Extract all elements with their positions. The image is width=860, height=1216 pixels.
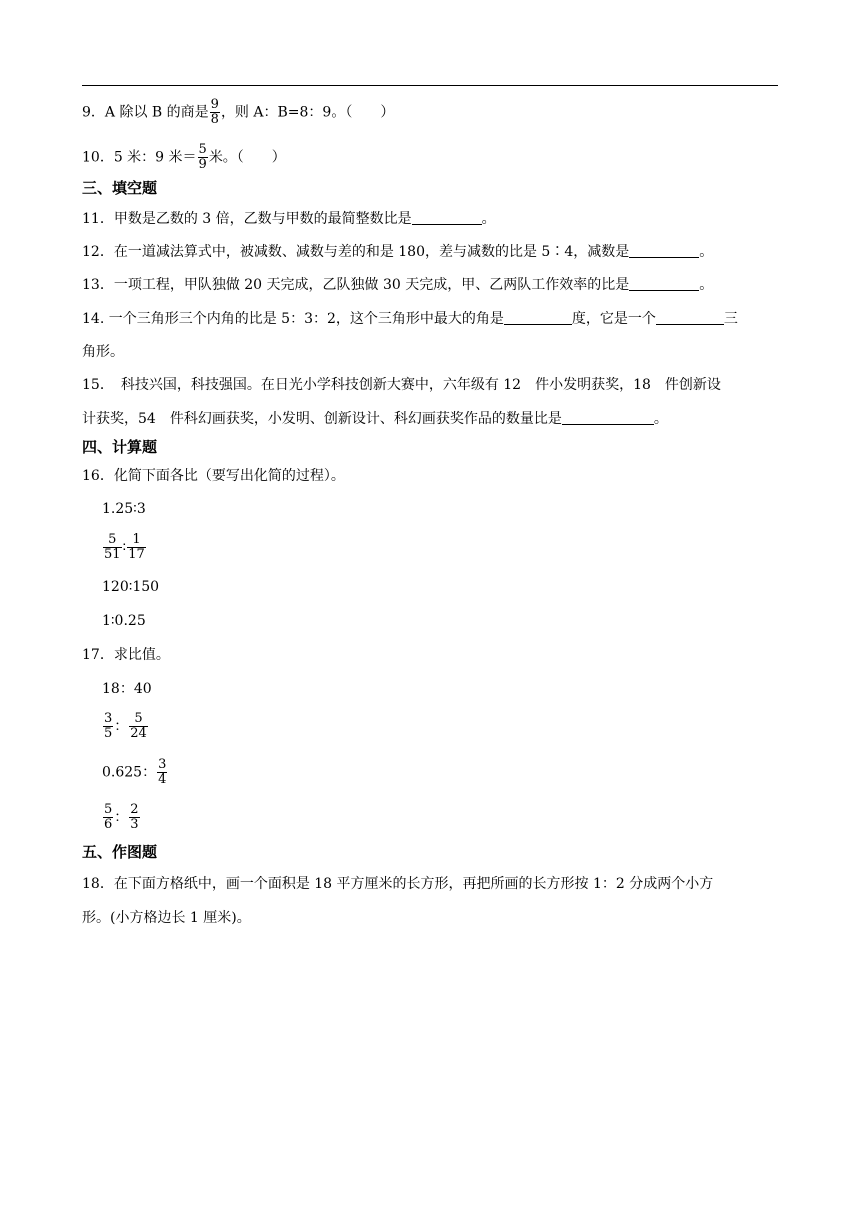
question-10-text: 10．5 米：9 米＝ bbox=[82, 149, 197, 166]
fraction: $\frac{9}{8}$ bbox=[210, 97, 219, 127]
fraction: $\frac{5}{24}$ bbox=[130, 711, 147, 741]
question-11: 11．甲数是乙数的 3 倍，乙数与甲数的最简整数比是 。 bbox=[82, 211, 496, 227]
ratio-item: $\frac{5}{51}$ ∶ $\frac{1}{17}$ bbox=[104, 532, 145, 562]
question-18: 18．在下面方格纸中，画一个面积是 18 平方厘米的长方形，再把所画的长方形按 1：2 分成两个小方 bbox=[82, 876, 714, 892]
answer-blank[interactable] bbox=[656, 310, 724, 325]
section-heading-calculation: 四、计算题 bbox=[82, 438, 158, 456]
answer-blank[interactable] bbox=[629, 243, 699, 258]
fraction: $\frac{5}{51}$ bbox=[104, 532, 121, 562]
answer-blank[interactable] bbox=[504, 310, 572, 325]
fraction: $\frac{3}{4}$ bbox=[158, 757, 167, 787]
question-15: 15． 科技兴国，科技强国。在日光小学科技创新大赛中，六年级有 12 件小发明获奖，18 件创新设 bbox=[82, 377, 721, 393]
fraction: $\frac{5}{6}$ bbox=[104, 802, 113, 832]
question-10 bbox=[82, 143, 286, 172]
fraction: $\frac{1}{17}$ bbox=[128, 532, 145, 562]
ratio-item: 1.25∶3 bbox=[102, 501, 146, 517]
ratio-item: 18：40 bbox=[102, 681, 152, 697]
ratio-item: $\frac{5}{6}$ ： $\frac{2}{3}$ bbox=[104, 802, 139, 832]
fraction: $\frac{5}{9}$ bbox=[198, 142, 207, 172]
ratio-item: 120∶150 bbox=[102, 579, 160, 595]
question-12: 12．在一道减法算式中，被减数、减数与差的和是 180，差与减数的比是 5∶4，减数是 。 bbox=[82, 244, 714, 260]
question-9-tail: ，则 A：B=8：9。（ ） bbox=[220, 104, 395, 121]
question-13: 13．一项工程，甲队独做 20 天完成，乙队独做 30 天完成，甲、乙两队工作效率的比是 。 bbox=[82, 277, 714, 293]
question-17: 17．求比值。 bbox=[82, 647, 170, 663]
section-heading-drawing: 五、作图题 bbox=[82, 843, 158, 861]
answer-blank[interactable] bbox=[629, 276, 699, 291]
ratio-item: 0.625： $\frac{3}{4}$ bbox=[102, 757, 167, 787]
answer-blank[interactable] bbox=[412, 210, 482, 225]
question-9-text: 9．A 除以 B 的商是 bbox=[82, 104, 209, 121]
ratio-item: 1∶0.25 bbox=[102, 613, 146, 629]
question-18-line2: 形。(小方格边长 1 厘米)。 bbox=[82, 910, 251, 926]
question-14: 14. 一个三角形三个内角的比是 5：3：2，这个三角形中最大的角是 度，它是一个 三 bbox=[82, 311, 738, 327]
ratio-item: $\frac{3}{5}$ ： $\frac{5}{24}$ bbox=[104, 711, 147, 741]
question-9 bbox=[82, 98, 394, 127]
question-15-line2: 计获奖，54 件科幻画获奖，小发明、创新设计、科幻画获奖作品的数量比是 。 bbox=[82, 411, 668, 427]
question-14-line2: 角形。 bbox=[82, 344, 124, 360]
header-rule bbox=[82, 85, 778, 86]
answer-blank[interactable] bbox=[562, 410, 654, 425]
question-10-tail: 米。（ ） bbox=[208, 149, 286, 166]
question-16: 16．化简下面各比（要写出化简的过程）。 bbox=[82, 468, 345, 484]
fraction: $\frac{3}{5}$ bbox=[104, 711, 113, 741]
fraction: $\frac{2}{3}$ bbox=[130, 802, 139, 832]
section-heading-fill-blank: 三、填空题 bbox=[82, 179, 158, 197]
